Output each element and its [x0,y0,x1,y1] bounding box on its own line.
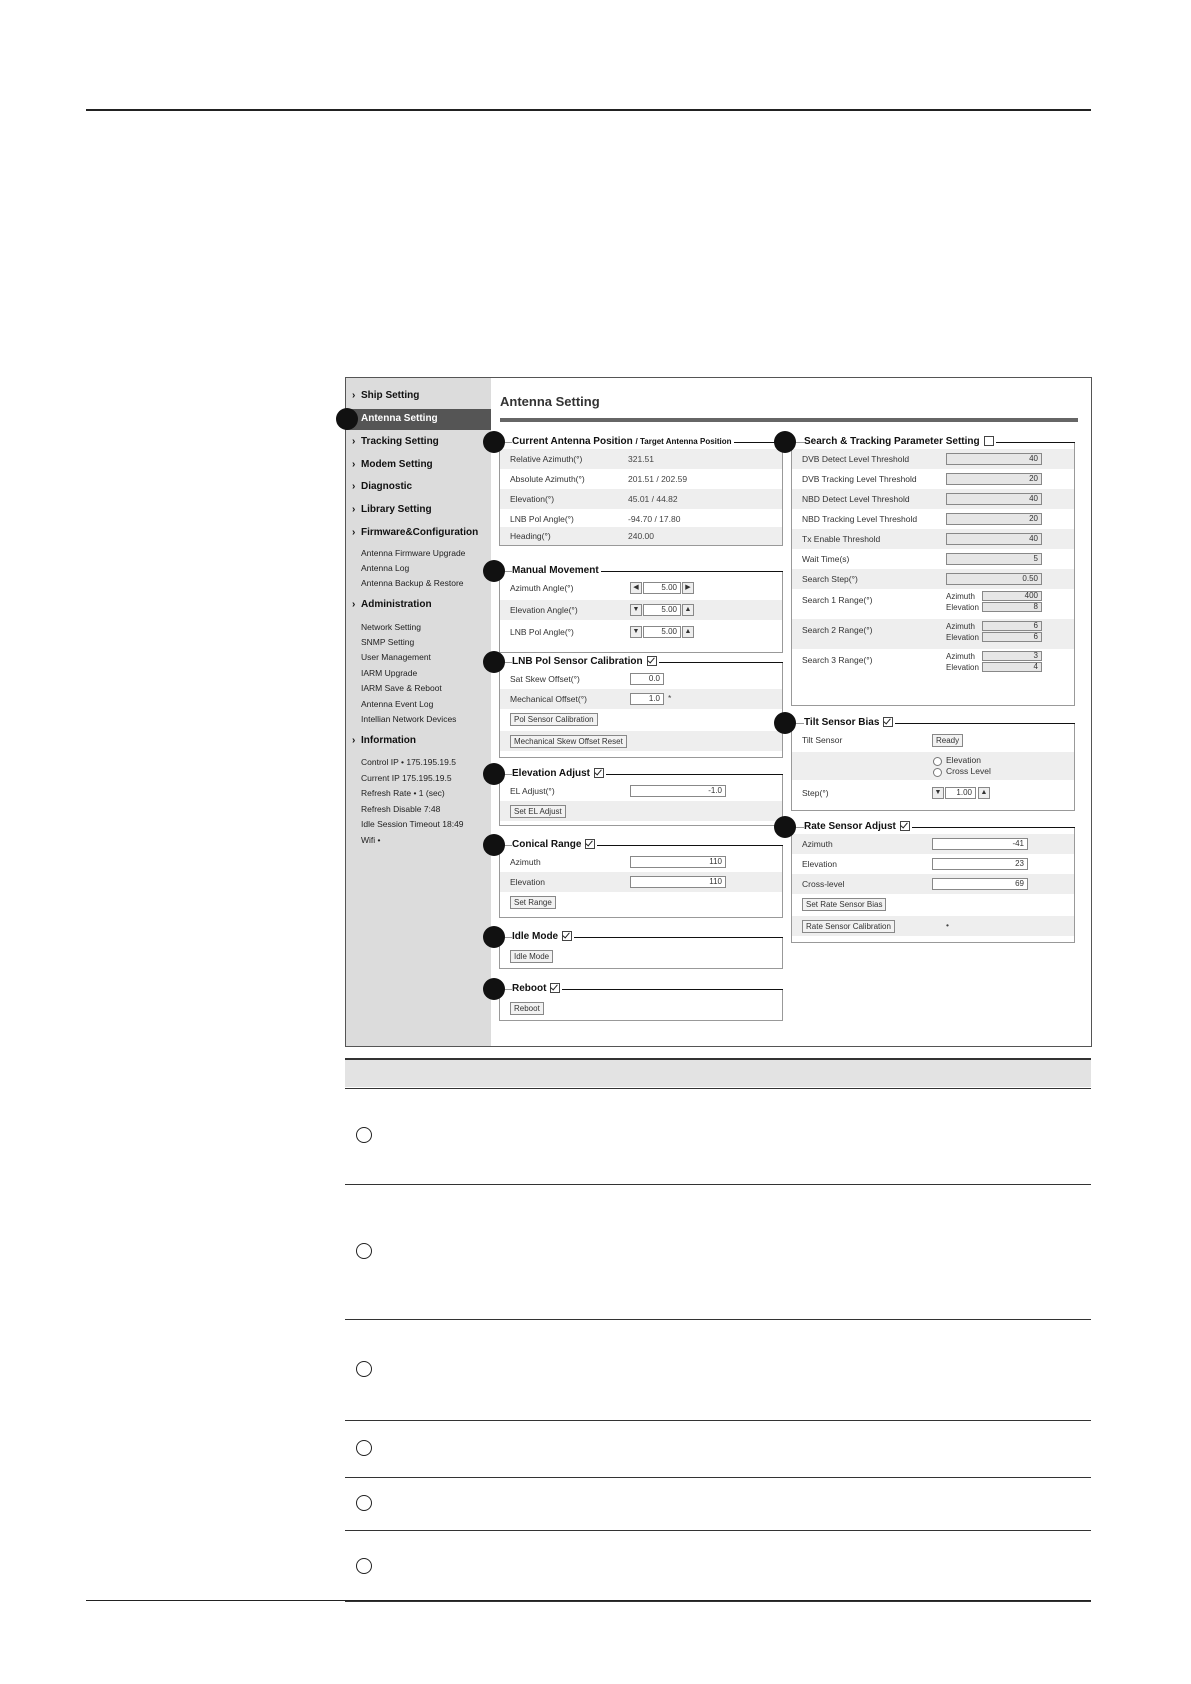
ready-button[interactable]: Ready [932,734,963,747]
enable-checkbox[interactable] [550,983,560,993]
range-azimuth-input[interactable]: 6 [982,621,1042,631]
rate-row: Elevation 23 [792,854,1074,874]
sidebar-item-library-setting[interactable]: › Library Setting [352,504,432,515]
reboot-panel [499,983,783,1021]
conical-elevation-input[interactable]: 110 [630,876,726,888]
panel-header [804,717,1075,731]
sat-skew-input[interactable]: 0.0 [630,673,664,685]
top-rule [86,109,1091,111]
conical-row: Azimuth 110 [500,852,782,872]
sidebar-item-firmware-configuration[interactable]: › Firmware&Configuration [352,527,479,538]
sidebar-item-information[interactable]: › Information [352,735,416,746]
azimuth-step-input[interactable]: 5.00 [643,582,681,594]
tilt-row: Tilt Sensor Ready [792,730,1074,750]
rate-cross-level-input[interactable]: 69 [932,878,1028,890]
table-callout-circle [356,1243,372,1259]
sidebar-subitem[interactable]: Antenna Event Log [361,699,434,709]
conical-azimuth-input[interactable]: 110 [630,856,726,868]
mech-skew-reset-button[interactable]: Mechanical Skew Offset Reset [510,735,627,748]
panel-header [804,821,1075,835]
callout-marker [336,408,358,430]
sidebar-subitem[interactable]: Antenna Backup & Restore [361,578,464,588]
chevron-right-icon: › [352,481,356,492]
sidebar-subitem[interactable]: IARM Upgrade [361,668,418,678]
idle-mode-button[interactable]: Idle Mode [510,950,553,963]
tilt-row: Elevation Cross Level [792,752,1074,780]
threshold-input[interactable]: 40 [946,533,1042,545]
tilt-row: Step(°) ▼ 1.00 ▲ [792,782,1074,802]
elevation-adjust-panel [499,768,783,826]
sidebar-item-antenna-setting[interactable]: Antenna Setting [352,413,438,424]
info-line: Refresh Rate • 1 (sec) [361,788,445,798]
lnb-row [500,731,782,751]
rate-row: Cross-level 69 [792,874,1074,894]
panel-title: Reboot [512,983,562,994]
threshold-input[interactable]: 20 [946,473,1042,485]
info-line: Refresh Disable 7:48 [361,804,441,814]
threshold-row: DVB Detect Level Threshold 40 [792,449,1074,469]
threshold-input[interactable]: 20 [946,513,1042,525]
panel-header [512,983,783,997]
table-header [345,1060,1091,1087]
threshold-row: Tx Enable Threshold 40 [792,529,1074,549]
range-elevation-input[interactable]: 8 [982,602,1042,612]
rate-row [792,894,1074,914]
lnb-row: Sat Skew Offset(°) 0.0 [500,669,782,689]
enable-checkbox[interactable] [883,717,893,727]
conical-row [500,892,782,912]
cross-level-radio[interactable] [933,768,942,777]
info-line: Wifi • [361,835,381,845]
table-rule [345,1530,1091,1531]
range-azimuth-input[interactable]: 3 [982,651,1042,661]
panel-title: LNB Pol Sensor Calibration [512,656,659,667]
sidebar-subitem[interactable]: Antenna Firmware Upgrade [361,548,466,558]
chevron-right-icon: › [352,599,356,610]
movement-row: Azimuth Angle(°) ◀ 5.00 ▶ [500,578,782,598]
threshold-row: Search Step(°) 0.50 [792,569,1074,589]
sidebar-item-administration[interactable]: › Administration [352,599,432,610]
tilt-step-input[interactable]: 1.00 [945,787,976,799]
page-title: Antenna Setting [500,394,600,409]
left-arrow-icon[interactable]: ◀ [630,582,642,594]
panel-title: Idle Mode [512,931,574,942]
panel-title: Current Antenna Position / Target Antenna Position [512,436,732,447]
sidebar-subitem[interactable]: Antenna Log [361,563,410,573]
panel-header [512,656,783,670]
position-row: Elevation(°) 45.01 / 44.82 [500,489,782,509]
movement-row: LNB Pol Angle(°) ▼ 5.00 ▲ [500,622,782,642]
lnb-row [500,709,782,729]
range-elevation-input[interactable]: 4 [982,662,1042,672]
lnb-pol-panel [499,656,783,758]
panel-title: Search & Tracking Parameter Setting [804,436,996,447]
sidebar-item-tracking-setting[interactable]: › Tracking Setting [352,436,439,447]
callout-marker [483,651,505,673]
sidebar-item-modem-setting[interactable]: › Modem Setting [352,459,433,470]
table-rule [345,1420,1091,1421]
callout-marker [483,431,505,453]
set-range-button[interactable]: Set Range [510,896,556,909]
current-position-panel [499,436,783,546]
table-callout-circle [356,1558,372,1574]
info-line: Current IP 175.195.19.5 [361,773,452,783]
set-el-adjust-button[interactable]: Set EL Adjust [510,805,566,818]
enable-checkbox[interactable] [900,821,910,831]
table-rule [345,1319,1091,1320]
idle-mode-panel [499,931,783,969]
chevron-right-icon: › [352,390,356,401]
panel-header [512,839,783,853]
rate-row: Azimuth -41 [792,834,1074,854]
down-arrow-icon[interactable]: ▼ [630,604,642,616]
callout-marker [483,834,505,856]
threshold-row: Wait Time(s) 5 [792,549,1074,569]
up-arrow-icon[interactable]: ▲ [682,604,694,616]
enable-checkbox[interactable] [647,656,657,666]
panel-header [512,768,783,782]
enable-checkbox[interactable] [984,436,994,446]
panel-title: Manual Movement [512,565,599,576]
panel-header [804,436,1075,450]
panel-title: Tilt Sensor Bias [804,717,895,728]
up-arrow-icon[interactable]: ▲ [682,626,694,638]
sidebar-subitem[interactable]: IARM Save & Reboot [361,683,442,693]
rate-sensor-panel [791,821,1075,943]
threshold-row: DVB Tracking Level Threshold 20 [792,469,1074,489]
position-row: Relative Azimuth(°) 321.51 [500,449,782,469]
rate-elevation-input[interactable]: 23 [932,858,1028,870]
callout-marker [774,431,796,453]
chevron-right-icon: › [352,459,356,470]
callout-marker [483,978,505,1000]
reboot-button[interactable]: Reboot [510,1002,544,1015]
right-arrow-icon[interactable]: ▶ [682,582,694,594]
callout-marker [774,816,796,838]
enable-checkbox[interactable] [562,931,572,941]
callout-marker [774,712,796,734]
chevron-right-icon: › [352,735,356,746]
search-step-input[interactable]: 0.50 [946,573,1042,585]
panel-title: Conical Range [512,839,597,850]
info-line: Control IP • 175.195.19.5 [361,757,456,767]
sidebar-subitem[interactable]: User Management [361,652,431,662]
rate-row: Rate Sensor Calibration • [792,916,1074,936]
table-bottom-rule [345,1601,1091,1602]
tilt-sensor-panel [791,717,1075,811]
callout-marker [483,763,505,785]
sidebar-subitem[interactable]: SNMP Setting [361,637,415,647]
el-adjust-input[interactable]: -1.0 [630,785,726,797]
range-azimuth-input[interactable]: 400 [982,591,1042,601]
conical-row: Elevation 110 [500,872,782,892]
position-row: Absolute Azimuth(°) 201.51 / 202.59 [510,474,688,484]
threshold-input[interactable]: 40 [946,493,1042,505]
enable-checkbox[interactable] [594,768,604,778]
position-row: LNB Pol Angle(°) -94.70 / 17.80 [510,514,681,524]
elevation-radio[interactable] [933,757,942,766]
manual-movement-panel [499,565,783,653]
chevron-right-icon: › [352,436,356,447]
panel-header [512,931,783,945]
table-callout-circle [356,1495,372,1511]
rate-azimuth-input[interactable]: -41 [932,838,1028,850]
up-arrow-icon[interactable]: ▲ [978,787,990,799]
movement-row: Elevation Angle(°) ▼ 5.00 ▲ [500,600,782,620]
pol-sensor-calibration-button[interactable]: Pol Sensor Calibration [510,713,598,726]
chevron-right-icon: › [352,527,356,538]
search-range-row: Search 2 Range(°) Azimuth 6 Elevation 6 [792,619,1074,649]
sidebar [346,378,491,1046]
callout-marker [483,560,505,582]
title-rule [500,418,1078,422]
panel-title: Rate Sensor Adjust [804,821,912,832]
set-rate-sensor-bias-button[interactable]: Set Rate Sensor Bias [802,898,886,911]
table-callout-circle [356,1361,372,1377]
down-arrow-icon[interactable]: ▼ [630,626,642,638]
search-range-row: Search 3 Range(°) Azimuth 3 Elevation 4 [792,649,1074,679]
down-arrow-icon[interactable]: ▼ [932,787,944,799]
table-rule [345,1477,1091,1478]
panel-header [512,565,783,579]
conical-range-panel [499,839,783,918]
table-rule [345,1088,1091,1089]
callout-marker [483,926,505,948]
rate-sensor-calibration-button[interactable]: Rate Sensor Calibration [802,920,895,933]
sidebar-item-ship-setting[interactable]: › Ship Setting [352,390,420,401]
lnb-row: Mechanical Offset(°) 1.0 * [500,689,782,709]
lnb-step-input[interactable]: 5.00 [643,626,681,638]
threshold-row: NBD Tracking Level Threshold 20 [792,509,1074,529]
table-rule [345,1184,1091,1185]
elevation-step-input[interactable]: 5.00 [643,604,681,616]
search-tracking-panel [791,436,1075,706]
elevation-row [500,801,782,821]
sidebar-subitem[interactable]: Network Setting [361,622,421,632]
search-range-row: Search 1 Range(°) Azimuth 400 Elevation 8 [792,589,1074,619]
elevation-row: EL Adjust(°) -1.0 [500,781,782,801]
threshold-input[interactable]: 40 [946,453,1042,465]
info-line: Idle Session Timeout 18:49 [361,819,464,829]
threshold-row: NBD Detect Level Threshold 40 [792,489,1074,509]
panel-header [512,436,783,450]
sidebar-item-diagnostic[interactable]: › Diagnostic [352,481,413,492]
table-callout-circle [356,1440,372,1456]
antenna-setting-screenshot [345,377,1092,1047]
panel-title: Elevation Adjust [512,768,606,779]
chevron-right-icon: › [352,504,356,515]
enable-checkbox[interactable] [585,839,595,849]
wait-time-input[interactable]: 5 [946,553,1042,565]
mech-offset-input[interactable]: 1.0 [630,693,664,705]
table-callout-circle [356,1127,372,1143]
sidebar-subitem[interactable]: Intellian Network Devices [361,714,457,724]
position-row: Heading(°) 240.00 [500,527,782,545]
range-elevation-input[interactable]: 6 [982,632,1042,642]
